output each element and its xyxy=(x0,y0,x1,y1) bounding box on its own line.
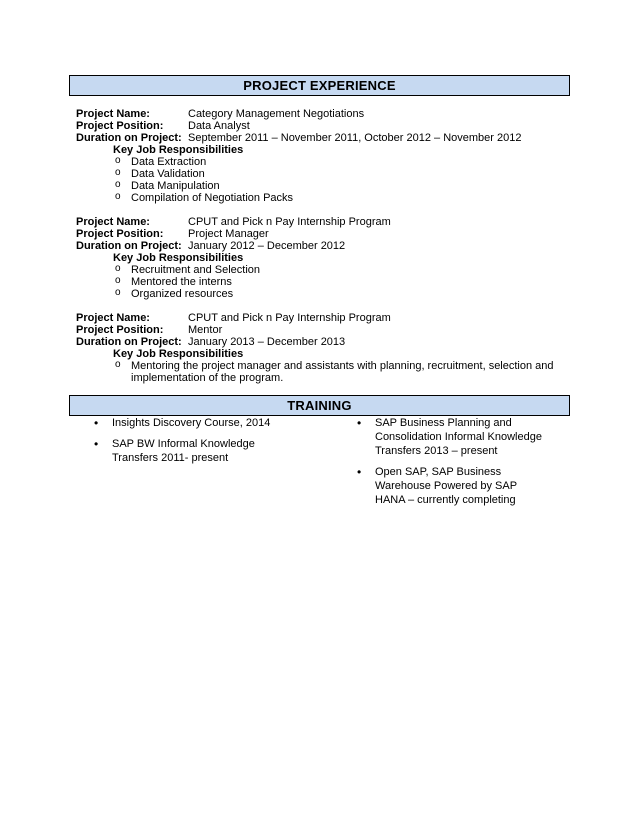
project-duration: September 2011 – November 2011, October 2012 – November 2012 xyxy=(188,132,522,144)
project-duration-label: Duration on Project: xyxy=(76,240,182,252)
project-position-label: Project Position: xyxy=(76,120,164,132)
responsibilities-heading: Key Job Responsibilities xyxy=(113,252,244,264)
project-duration: January 2012 – December 2012 xyxy=(188,240,346,252)
project-position-label: Project Position: xyxy=(76,228,164,240)
project-name: Category Management Negotiations xyxy=(188,108,365,120)
training-item: • Open SAP, SAP Business Warehouse Powered by SAP HANA – currently completing xyxy=(357,465,545,507)
responsibilities-list xyxy=(76,264,556,300)
project-name-label: Project Name: xyxy=(76,312,150,324)
training-list xyxy=(94,416,564,514)
responsibilities-heading: Key Job Responsibilities xyxy=(113,144,244,156)
responsibilities-heading: Key Job Responsibilities xyxy=(113,348,244,360)
project-duration-label: Duration on Project: xyxy=(76,132,182,144)
project-name: CPUT and Pick n Pay Internship Program xyxy=(188,216,391,228)
training-heading: TRAINING xyxy=(69,395,570,416)
responsibility-item: o Organized resources xyxy=(115,288,556,300)
project-entry xyxy=(76,108,556,204)
project-duration: January 2013 – December 2013 xyxy=(188,336,346,348)
responsibility-item: o Data Manipulation xyxy=(115,180,556,192)
project-name: CPUT and Pick n Pay Internship Program xyxy=(188,312,391,324)
responsibility-item: o Recruitment and Selection xyxy=(115,264,556,276)
responsibility-item: o Data Extraction xyxy=(115,156,556,168)
responsibility-item: o Mentored the interns xyxy=(115,276,556,288)
training-item: • SAP Business Planning and Consolidation Informal Knowledge Transfers 2013 – present xyxy=(357,416,545,458)
project-position: Data Analyst xyxy=(188,120,250,132)
project-position-label: Project Position: xyxy=(76,324,164,336)
project-list xyxy=(76,108,556,396)
project-name-label: Project Name: xyxy=(76,216,150,228)
responsibilities-list xyxy=(76,156,556,204)
responsibility-item: o Compilation of Negotiation Packs xyxy=(115,192,556,204)
training-column-right xyxy=(357,416,545,514)
responsibility-item: o Data Validation xyxy=(115,168,556,180)
project-duration-label: Duration on Project: xyxy=(76,336,182,348)
project-position: Project Manager xyxy=(188,228,269,240)
responsibilities-list xyxy=(76,360,556,384)
project-entry xyxy=(76,312,556,384)
training-column-left xyxy=(94,416,298,514)
training-item: • Insights Discovery Course, 2014 xyxy=(94,416,298,430)
project-entry xyxy=(76,216,556,300)
project-experience-heading: PROJECT EXPERIENCE xyxy=(69,75,570,96)
training-item: • SAP BW Informal Knowledge Transfers 2011- present xyxy=(94,437,298,465)
project-position: Mentor xyxy=(188,324,223,336)
responsibility-item: o Mentoring the project manager and assistants with planning, recruitment, selection and implementation of the program. xyxy=(115,360,556,384)
project-name-label: Project Name: xyxy=(76,108,150,120)
